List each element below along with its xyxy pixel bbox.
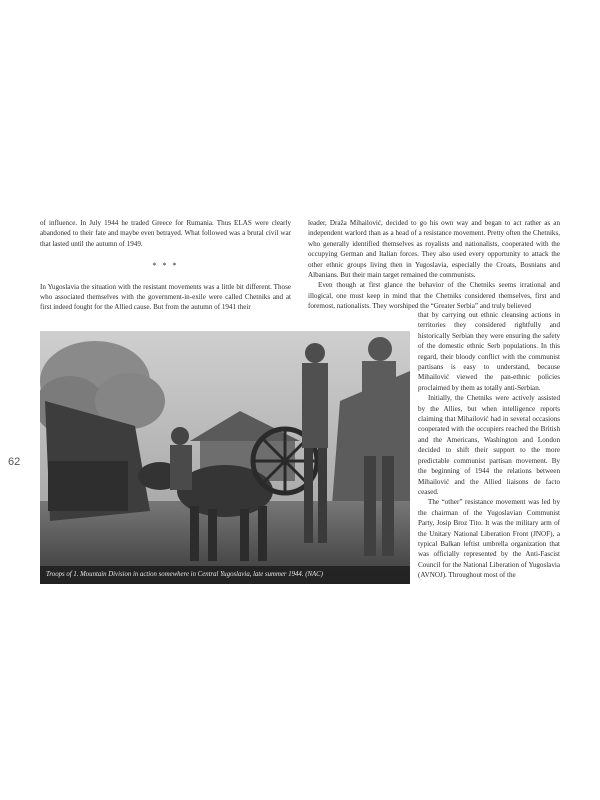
paragraph: Even though at first glance the behavior of the Chetniks seems irrational and illogical, one must keep in mind that the Chetniks considered themselves, first and foremost, nationalists. They worshiped the “Greater Serbia” and truly believed [308, 281, 560, 311]
paragraph: Initially, the Chetniks were actively assisted by the Allies, but when intelligence reports claiming that Mihailović had in several occasions cooperated with the occupiers reached the British and the Americans, Washington and London decided to shift their support to the more predictable communist partisan movement. By the beginning of 1944 the relations between Mihailović and the Allied liaisons de facto ceased. [418, 394, 560, 496]
paragraph: In Yugoslavia the situation with the resistant movements was a little bit different. Those who associated themselves with the government-in-exile were called Chetniks and at first indeed fought for the Allied cause. But from the autumn of 1941 their [40, 282, 291, 312]
narrow-text-column [418, 310, 560, 581]
paragraph: The “other” resistance movement was led by the chairman of the Yugoslavian Communist Party, Josip Broz Tito. It was the military arm of the Unitary National Liberation Front (JNOF), a typical Balkan leftist umbrella organization that was officially represented by the Anti-Fascist Council for the National Liberation of Yugoslavia (AVNOJ). Throughout most of the [418, 498, 560, 580]
section-separator: * * * [152, 261, 179, 271]
paragraph: leader, Draža Mihailović, decided to go his own way and began to act rather as an independent warlord than as a head of a resistance movement. Pretty often the Chetniks, who generally identified themselves as royalists and nationalists, cooperated with the occupying German and Italian forces. They also used every opportunity to attack the other ethnic groups living then in Yugoslavia, especially the Croats, Bosnians and Albanians. But their main target remained the communists. [308, 219, 560, 280]
photo-caption: Troops of 1. Mountain Division in action somewhere in Central Yugoslavia, late summer 1944. (NAC) [40, 566, 410, 584]
paragraph: that by carrying out ethnic cleansing actions in territories they considered rightfully and historically Serbian they were ensuring the safety of the domestic ethnic Serb populations. In this regard, their bloody conflict with the communist partisans is easy to understand, because Mihailović viewed the pan-ethnic policies proclaimed by them as totally anti-Serbian. [418, 311, 560, 392]
photo-illustration [40, 331, 410, 584]
page-number: 62 [8, 456, 21, 468]
paragraph: of influence. In July 1944 he traded Greece for Rumania. Thus ELAS were clearly abandoned to their fate and maybe even betrayed. What followed was a brutal civil war that lasted until the autumn of 1949. [40, 219, 291, 248]
left-text-column [40, 218, 291, 313]
right-text-column [308, 218, 560, 312]
historical-photo [40, 331, 410, 584]
